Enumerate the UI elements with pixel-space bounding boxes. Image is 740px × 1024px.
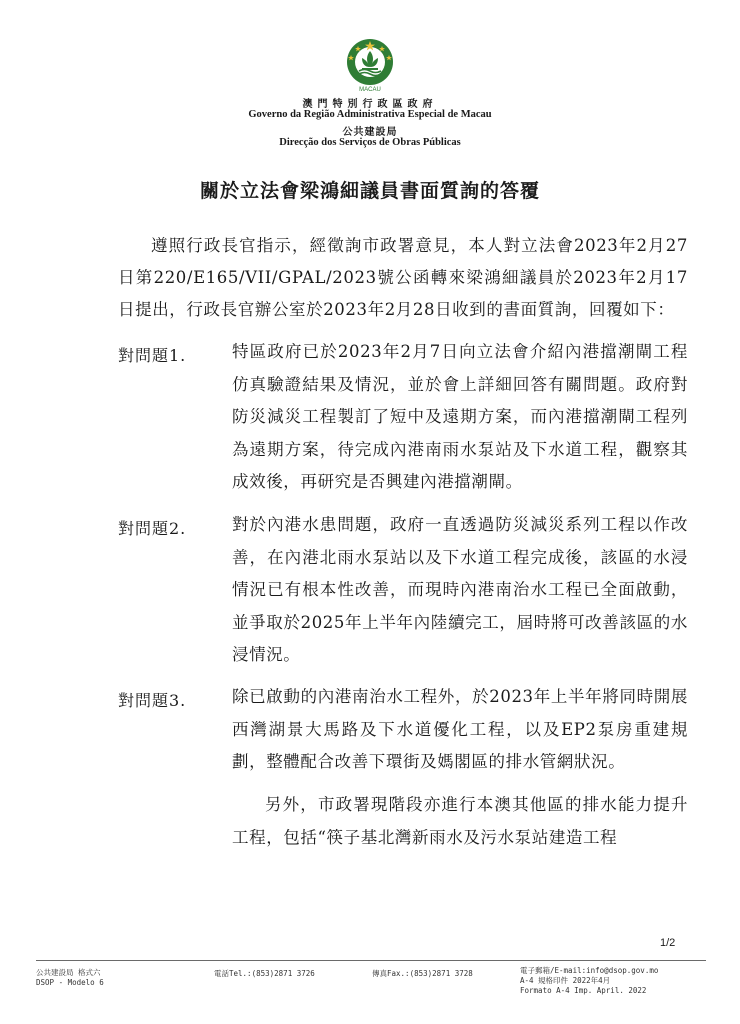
answer-1-label: 對問題1. bbox=[118, 346, 187, 365]
department-name-chinese: 公共建設局 bbox=[342, 127, 398, 138]
footer-print-pt: Formato A-4 Imp. April. 2022 bbox=[520, 986, 647, 995]
department-name-portuguese: Direcção dos Serviços de Obras Públicas bbox=[279, 137, 461, 148]
footer-form-pt: DSOP - Modelo 6 bbox=[36, 978, 104, 987]
footer-divider bbox=[36, 960, 706, 961]
additional-paragraph: 另外，市政署現階段亦進行本澳其他區的排水能力提升工程，包括“筷子基北灣新雨水及污水泵站建造工程 bbox=[232, 795, 688, 847]
footer-form-cn: 公共建設局 格式六 bbox=[36, 968, 101, 977]
answer-2-label: 對問題2. bbox=[118, 519, 187, 538]
government-name-chinese: 澳門特別行政區政府 bbox=[302, 99, 438, 110]
answer-2-text: 對於內港水患問題，政府一直透過防災減災系列工程以作改善，在內港北雨水泵站以及下水道工程完成後，該區的水浸情況已有根本性改善，而現時內港南治水工程已全面啟動，並爭取於2025年上半年內陸續完工，屆時將可改善該區的水浸情況。 bbox=[232, 515, 688, 665]
footer-telephone: 電話Tel.:(853)2871 3726 bbox=[214, 969, 315, 978]
intro-paragraph: 遵照行政長官指示，經徵詢市政署意見，本人對立法會2023年2月27日第220/E165/VII/GPAL/2023號公函轉來梁鴻細議員於2023年2月17日提出，行政長官辦公室於2023年2月28日收到的書面質詢，回覆如下： bbox=[118, 236, 688, 319]
answer-3-label: 對問題3. bbox=[118, 691, 187, 710]
footer-contact-print bbox=[520, 966, 658, 996]
answer-3-text: 除已啟動的內港南治水工程外，於2023年上半年將同時開展西灣湖景大馬路及下水道優化工程，以及EP2泵房重建規劃，整體配合改善下環街及媽閣區的排水管網狀況。 bbox=[232, 687, 688, 772]
emblem-label: MACAU bbox=[359, 87, 381, 93]
macau-emblem-icon bbox=[338, 36, 402, 94]
footer-fax: 傳真Fax.:(853)2871 3728 bbox=[372, 969, 473, 978]
answer-1-text: 特區政府已於2023年2月7日向立法會介紹內港擋潮閘工程仿真驗證結果及情況，並於會上詳細回答有關問題。政府對防災減災工程製訂了短中及遠期方案，而內港擋潮閘工程列為遠期方案，待完成內港南雨水泵站及下水道工程，觀察其成效後，再研究是否興建內港擋潮閘。 bbox=[232, 342, 688, 492]
page-number: 1/2 bbox=[660, 937, 676, 949]
footer-print-cn: A-4 規格印件 2022年4月 bbox=[520, 976, 611, 985]
government-name-portuguese: Governo da Região Administrativa Especial de Macau bbox=[248, 109, 492, 120]
footer-email: 電子郵箱/E-mail:info@dsop.gov.mo bbox=[520, 966, 659, 975]
document-title: 關於立法會梁鴻細議員書面質詢的答覆 bbox=[199, 180, 540, 202]
footer-form-info bbox=[36, 968, 104, 988]
